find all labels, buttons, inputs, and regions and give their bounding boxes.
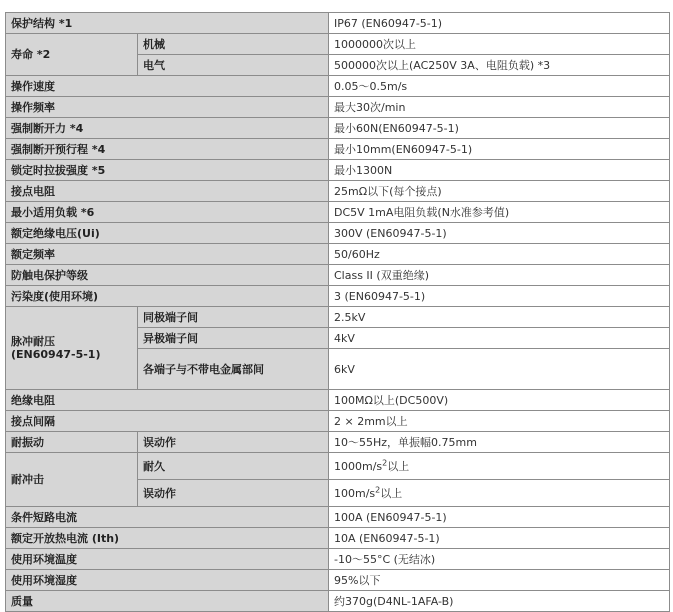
row-value: 500000次以上(AC250V 3A、电阻负载) *3 [329,55,670,76]
table-row [6,286,670,307]
spec-table-container [5,12,670,612]
table-row [6,570,670,591]
table-row [6,453,670,480]
row-value: 最小1300N [329,160,670,181]
row-label: 锁定时拉拔强度 *5 [6,160,329,181]
table-row [6,411,670,432]
table-row [6,528,670,549]
row-sublabel: 异极端子间 [138,328,329,349]
row-label: 绝缘电阻 [6,390,329,411]
row-value: IP67 (EN60947-5-1) [329,13,670,34]
row-label: 耐冲击 [6,453,138,507]
row-value: 100A (EN60947-5-1) [329,507,670,528]
row-label: 强制断开预行程 *4 [6,139,329,160]
row-label: 使用环境湿度 [6,570,329,591]
row-value: 50/60Hz [329,244,670,265]
row-label: 使用环境温度 [6,549,329,570]
row-value [329,480,670,507]
row-value: DC5V 1mA电阻负载(N水准参考值) [329,202,670,223]
value-superscript: 2 [375,484,381,494]
row-label: 寿命 *2 [6,34,138,76]
row-label-line: 脉冲耐压 [11,335,55,348]
row-label: 质量 [6,591,329,612]
table-row [6,223,670,244]
row-label: 防触电保护等级 [6,265,329,286]
table-row [6,432,670,453]
row-value: Class II (双重绝缘) [329,265,670,286]
row-value: 4kV [329,328,670,349]
row-sublabel: 误动作 [138,432,329,453]
table-row [6,549,670,570]
row-value: 25mΩ以下(每个接点) [329,181,670,202]
row-label: 额定开放热电流 (Ith) [6,528,329,549]
table-row [6,244,670,265]
row-value: 100MΩ以上(DC500V) [329,390,670,411]
row-label: 强制断开力 *4 [6,118,329,139]
table-row [6,265,670,286]
value-main: 1000m/s [334,459,383,473]
row-value: 1000000次以上 [329,34,670,55]
table-row [6,34,670,55]
row-label: 污染度(使用环境) [6,286,329,307]
table-row [6,390,670,411]
row-value [329,453,670,480]
row-value: 3 (EN60947-5-1) [329,286,670,307]
row-value: 最小60N(EN60947-5-1) [329,118,670,139]
table-row [6,13,670,34]
table-row [6,97,670,118]
row-value: 300V (EN60947-5-1) [329,223,670,244]
row-label-line: (EN60947-5-1) [11,348,101,361]
table-row [6,307,670,328]
row-label: 操作频率 [6,97,329,118]
value-tail: 以上 [387,459,410,473]
row-label: 耐振动 [6,432,138,453]
row-value: 2.5kV [329,307,670,328]
table-row [6,160,670,181]
value-main: 100m/s [334,486,376,500]
row-value: 10A (EN60947-5-1) [329,528,670,549]
row-label: 保护结构 *1 [6,13,329,34]
row-value: 2 × 2mm以上 [329,411,670,432]
row-value: 最小10mm(EN60947-5-1) [329,139,670,160]
row-sublabel: 耐久 [138,453,329,480]
row-sublabel: 误动作 [138,480,329,507]
row-value: -10～55°C (无结冰) [329,549,670,570]
row-value: 95%以下 [329,570,670,591]
row-label: 条件短路电流 [6,507,329,528]
row-label: 最小适用负载 *6 [6,202,329,223]
row-label: 接点电阻 [6,181,329,202]
table-row [6,139,670,160]
row-label [6,307,138,390]
table-row [6,507,670,528]
row-value: 6kV [329,349,670,390]
table-row [6,591,670,612]
table-row [6,181,670,202]
spec-table [5,12,670,612]
table-row [6,202,670,223]
table-row [6,76,670,97]
row-label: 操作速度 [6,76,329,97]
row-sublabel: 同极端子间 [138,307,329,328]
table-row [6,118,670,139]
row-value: 最大30次/min [329,97,670,118]
row-sublabel: 各端子与不带电金属部间 [138,349,329,390]
value-superscript: 2 [382,457,388,467]
row-label: 额定频率 [6,244,329,265]
row-label: 接点间隔 [6,411,329,432]
value-tail: 以上 [380,486,403,500]
row-sublabel: 机械 [138,34,329,55]
row-value: 10～55Hz，单振幅0.75mm [329,432,670,453]
row-value: 0.05～0.5m/s [329,76,670,97]
row-value: 约370g(D4NL-1AFA-B) [329,591,670,612]
row-label: 额定绝缘电压(Ui) [6,223,329,244]
row-sublabel: 电气 [138,55,329,76]
